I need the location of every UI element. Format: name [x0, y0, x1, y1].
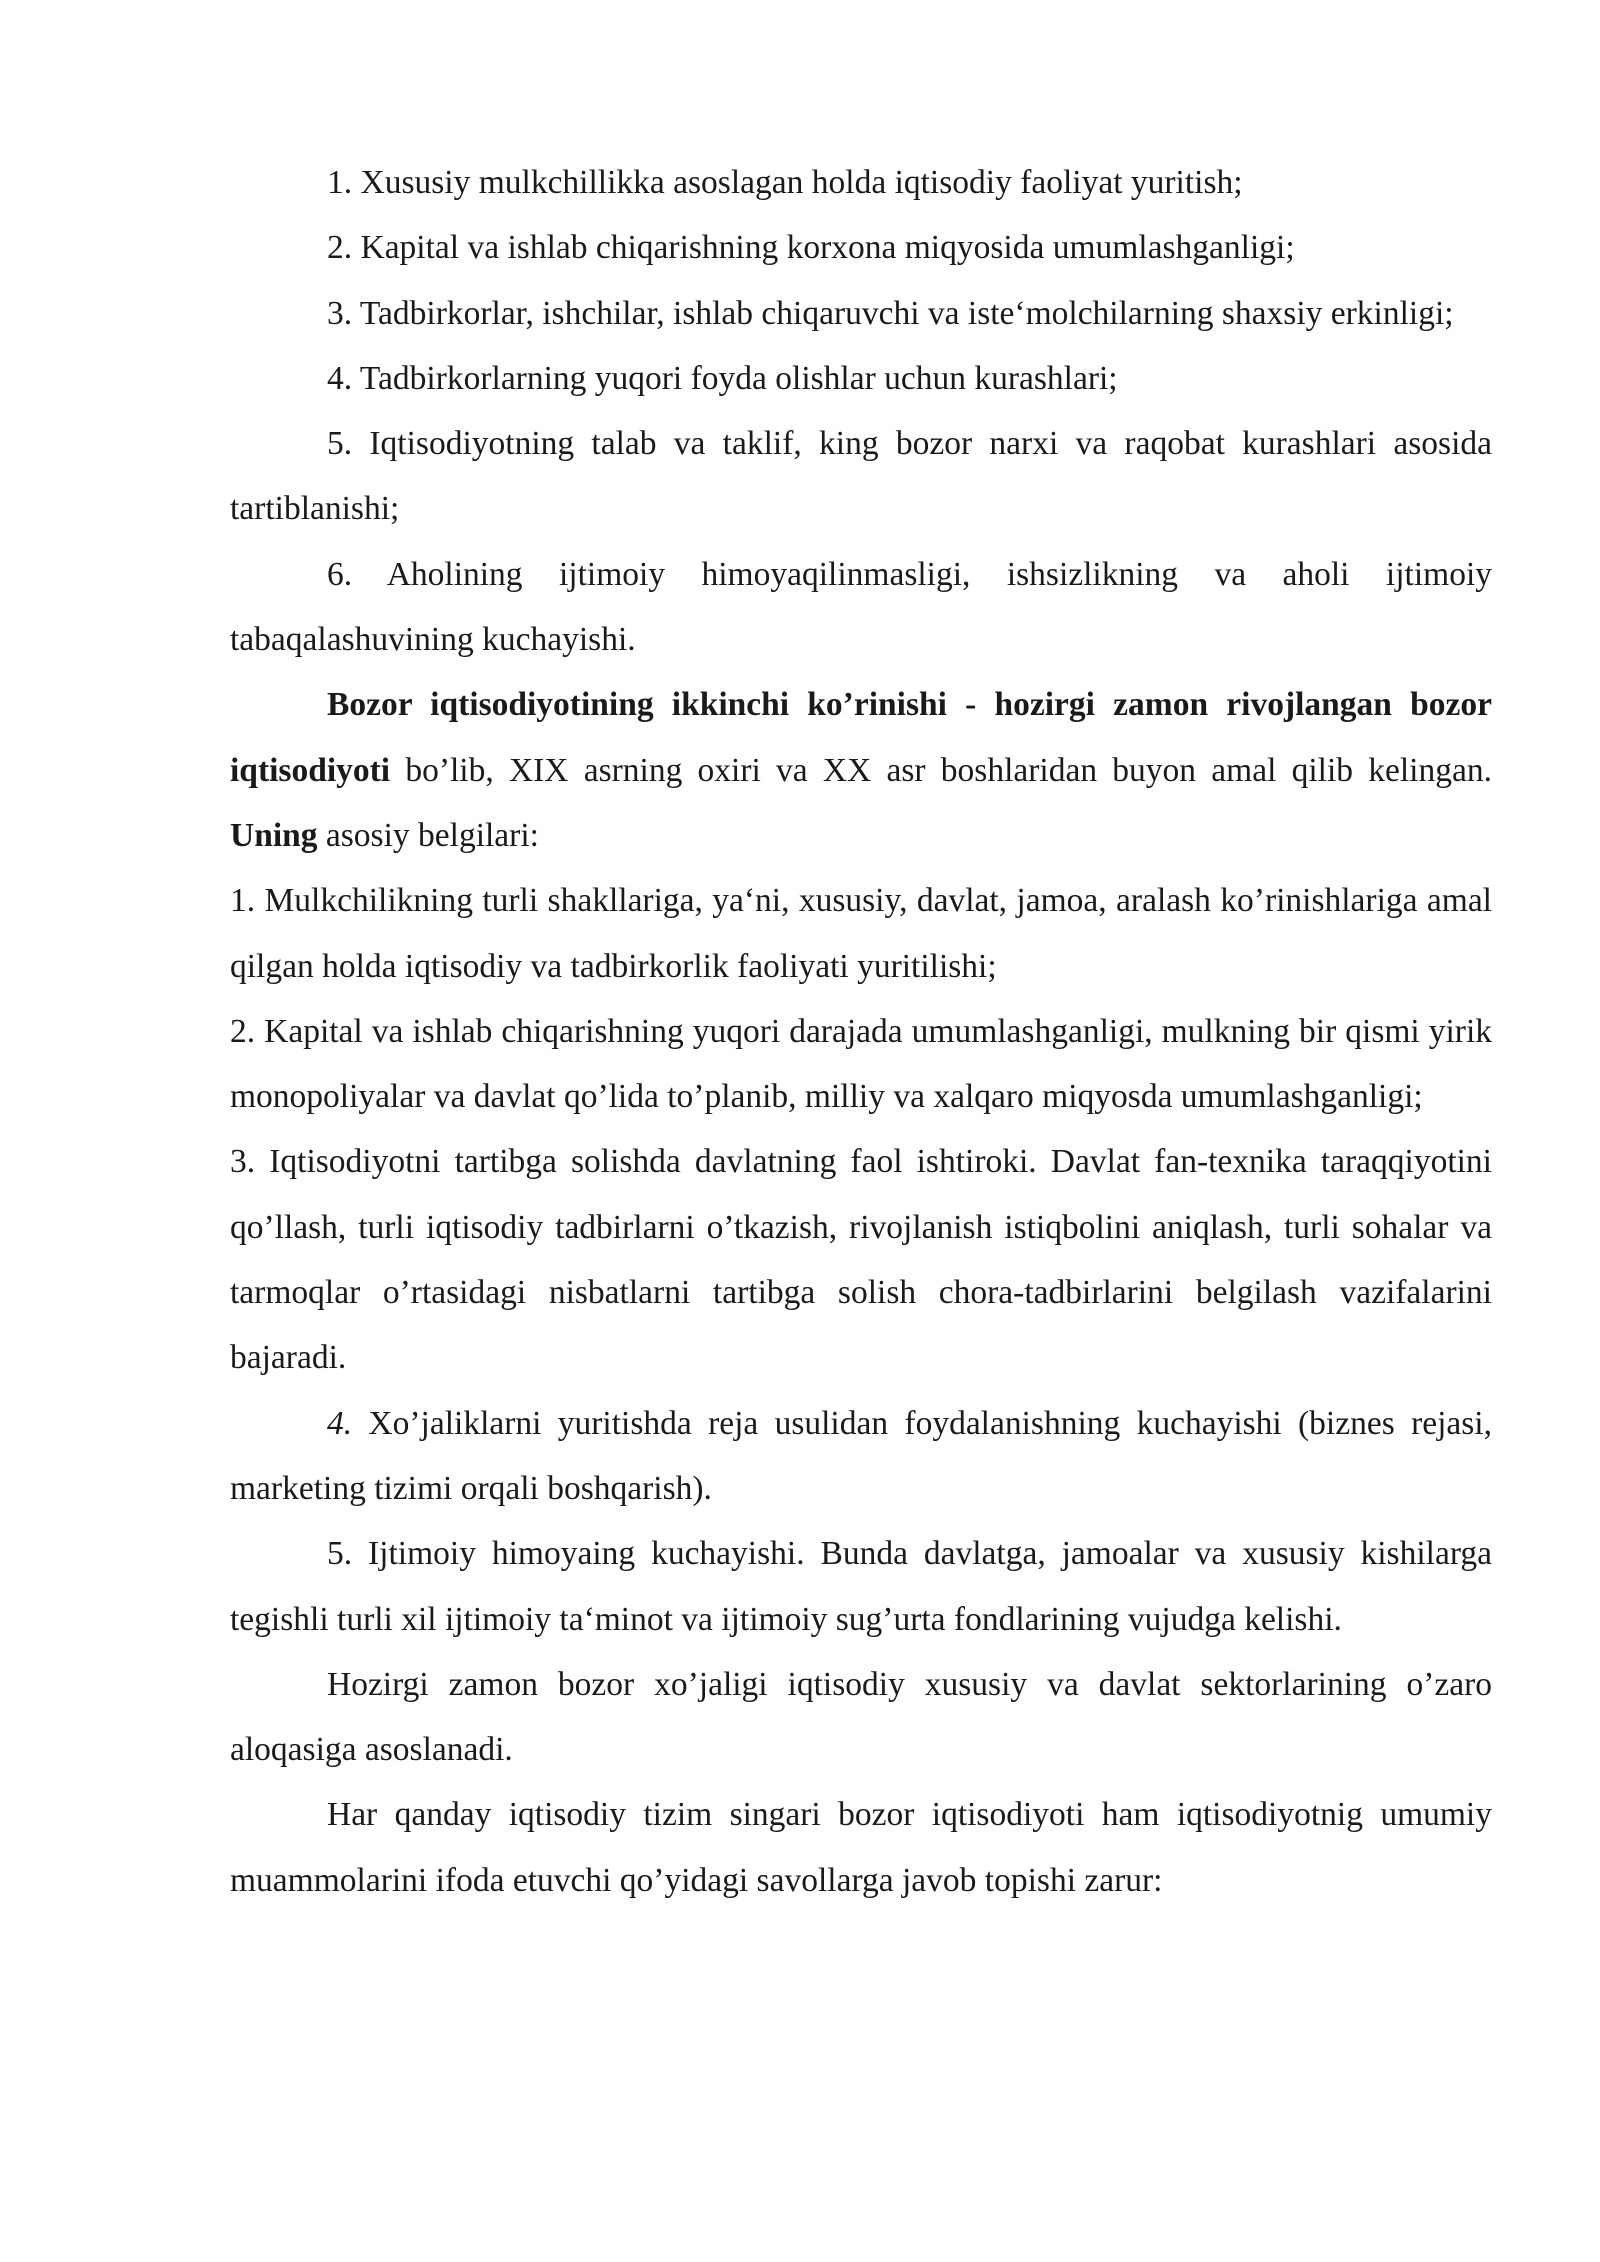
italic-number-run: 4.	[327, 1404, 353, 1442]
text-run: Har qanday iqtisodiy tizim singari bozor iqtisodiyoti ham iqtisodiyotnig umumiy muammolarini ifoda etuvchi qo’yidagi savollarga javob topishi zarur:	[230, 1796, 1492, 1899]
document-body	[230, 150, 1492, 1913]
text-run: 6. Aholining ijtimoiy himoyaqilinmasligi, ishsizlikning va aholi ijtimoiy tabaqalashuvining kuchayishi.	[230, 555, 1492, 659]
text-run: 5. Iqtisodiyotning talab va taklif, king bozor narxi va raqobat kurashlari asosida tartiblanishi;	[230, 425, 1492, 528]
paragraph-8	[230, 868, 1492, 999]
text-run: 2. Kapital va ishlab chiqarishning korxona miqyosida umumlashganligi;	[327, 229, 1295, 267]
paragraph-2	[230, 215, 1492, 280]
paragraph-5	[230, 411, 1492, 542]
bold-heading-run: Bozor iqtisodiyotining ikkinchi ko’rinishi - hozirgi zamon rivojlangan bozor iqtisodiyoti	[230, 686, 1492, 789]
paragraph-12	[230, 1521, 1492, 1652]
paragraph-13	[230, 1652, 1492, 1783]
paragraph-9	[230, 999, 1492, 1130]
paragraph-7	[230, 672, 1492, 868]
paragraph-11	[230, 1391, 1492, 1522]
text-run: 4. Tadbirkorlarning yuqori foyda olishlar uchun kurashlari;	[327, 359, 1118, 397]
text-run: 2. Kapital va ishlab chiqarishning yuqori darajada umumlashganligi, mulkning bir qismi yirik monopoliyalar va davlat qo’lida to’planib, milliy va xalqaro miqyosda umumlashganligi;	[230, 1012, 1492, 1116]
paragraph-6	[230, 542, 1492, 673]
paragraph-14	[230, 1782, 1492, 1913]
text-run: Xo’jaliklarni yuritishda reja usulidan foydalanishning kuchayishi (biznes rejasi, marketing tizimi orqali boshqarish).	[230, 1404, 1492, 1507]
paragraph-4	[230, 346, 1492, 411]
text-run: 1. Mulkchilikning turli shakllariga, ya‘ni, xususiy, davlat, jamoa, aralash ko’rinishlariga amal qilgan holda iqtisodiy va tadbirkorlik faoliyati yuritilishi;	[230, 882, 1492, 985]
paragraph-10	[230, 1129, 1492, 1390]
paragraph-1	[230, 150, 1492, 215]
text-run: 3. Tadbirkorlar, ishchilar, ishlab chiqaruvchi va iste‘molchilarning shaxsiy erkinligi;	[327, 294, 1454, 332]
text-run: asosiy belgilari:	[317, 816, 539, 854]
text-run: Hozirgi zamon bozor xo’jaligi iqtisodiy xususiy va davlat sektorlarining o’zaro aloqasiga asoslanadi.	[230, 1665, 1492, 1769]
text-run: 5. Ijtimoiy himoyaing kuchayishi. Bunda davlatga, jamoalar va xususiy kishilarga tegishli turli xil ijtimoiy ta‘minot va ijtimoiy sug’urta fondlarining vujudga kelishi.	[230, 1535, 1492, 1638]
paragraph-3	[230, 281, 1492, 346]
text-run: bo’lib, XIX asrning oxiri va XX asr boshlaridan buyon amal qilib kelingan.	[390, 751, 1492, 789]
bold-run: Uning	[230, 816, 318, 854]
text-run: 1. Xususiy mulkchillikka asoslagan holda iqtisodiy faoliyat yuritish;	[327, 164, 1243, 201]
text-run: 3. Iqtisodiyotni tartibga solishda davlatning faol ishtiroki. Davlat fan-texnika taraqqiyotini qo’llash, turli iqtisodiy tadbirlarni o’tkazish, rivojlanish istiqbolini aniqlash, turli sohalar va tarmoqlar o’rtasidagi nisbatlarni tartibga solish chora-tadbirlarini belgilash vazifalarini bajaradi.	[230, 1143, 1492, 1377]
